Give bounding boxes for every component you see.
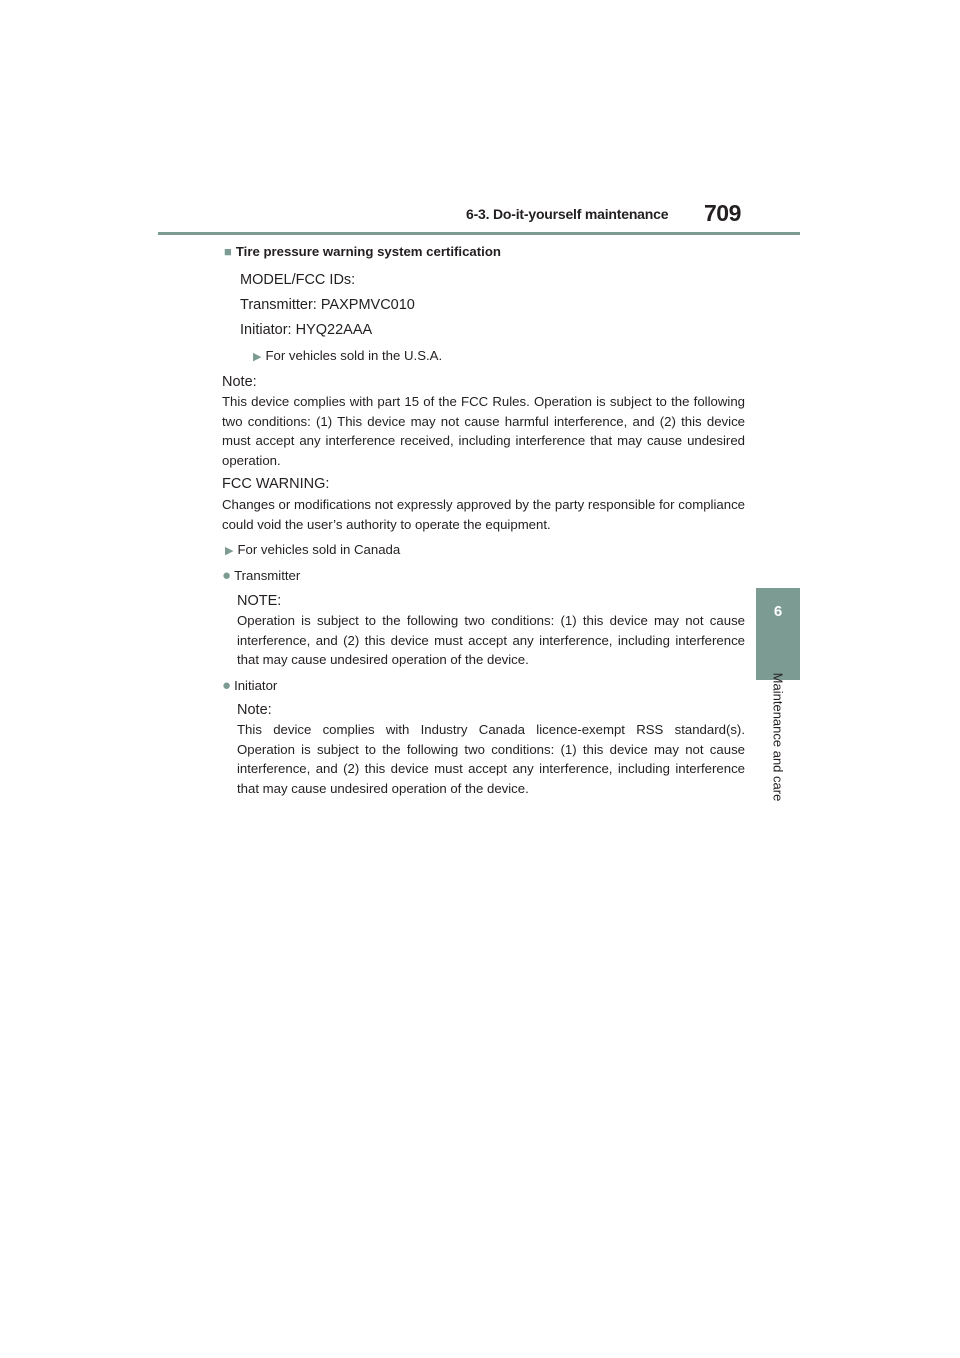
circle-bullet-icon: ●: [222, 677, 232, 694]
initiator-label: Initiator: [234, 678, 278, 693]
transmitter-item: [222, 567, 300, 584]
transmitter-id: Transmitter: PAXPMVC010: [240, 297, 415, 313]
canada-heading-text: For vehicles sold in Canada: [237, 542, 401, 557]
usa-note-text: This device complies with part 15 of the FCC Rules. Operation is subject to the following two conditions: (1) This device may not cause harmful interference, and (2) this device must accept any interference received, including interference that may cause undesired operation.: [222, 394, 745, 468]
square-bullet-icon: ■: [224, 244, 232, 259]
chapter-tab: [756, 588, 800, 680]
arrow-right-icon: ▶: [253, 351, 262, 363]
initiator-item: [222, 677, 277, 694]
transmitter-note-text: Operation is subject to the following two conditions: (1) this device may not cause interference, and (2) this device must accept any interference, including interference that may cause undesired operation of the device.: [237, 613, 745, 668]
transmitter-note-label: NOTE:: [237, 593, 282, 609]
model-ids-label: MODEL/FCC IDs:: [240, 272, 356, 288]
usa-heading-text: For vehicles sold in the U.S.A.: [265, 348, 443, 363]
chapter-title: Maintenance and care: [770, 672, 786, 802]
canada-heading: [225, 542, 400, 557]
section-heading-text: Tire pressure warning system certification: [235, 244, 501, 259]
page-number: 709: [704, 200, 741, 226]
initiator-id: Initiator: HYQ22AAA: [240, 322, 373, 338]
usa-heading: [253, 348, 442, 363]
circle-bullet-icon: ●: [222, 567, 232, 584]
fcc-warning-label: FCC WARNING:: [222, 476, 330, 492]
section-heading: [224, 244, 501, 259]
fcc-warning-text: Changes or modifications not expressly approved by the party responsible for compliance could void the user’s authority to operate the equipment.: [222, 497, 745, 532]
chapter-number: 6: [773, 603, 783, 620]
section-title: 6-3. Do-it-yourself maintenance: [466, 206, 669, 222]
transmitter-label: Transmitter: [234, 568, 301, 583]
arrow-right-icon: ▶: [225, 545, 234, 557]
header-rule: [158, 232, 800, 235]
initiator-note-text: This device complies with Industry Canada licence-exempt RSS standard(s). Operation is subject to the following two conditions: (1) this device may not cause interference, and (2) this device must accept any interference, including interference that may cause undesired operation of the device.: [237, 722, 745, 796]
initiator-note-label: Note:: [237, 702, 272, 718]
usa-note-label: Note:: [222, 374, 257, 390]
